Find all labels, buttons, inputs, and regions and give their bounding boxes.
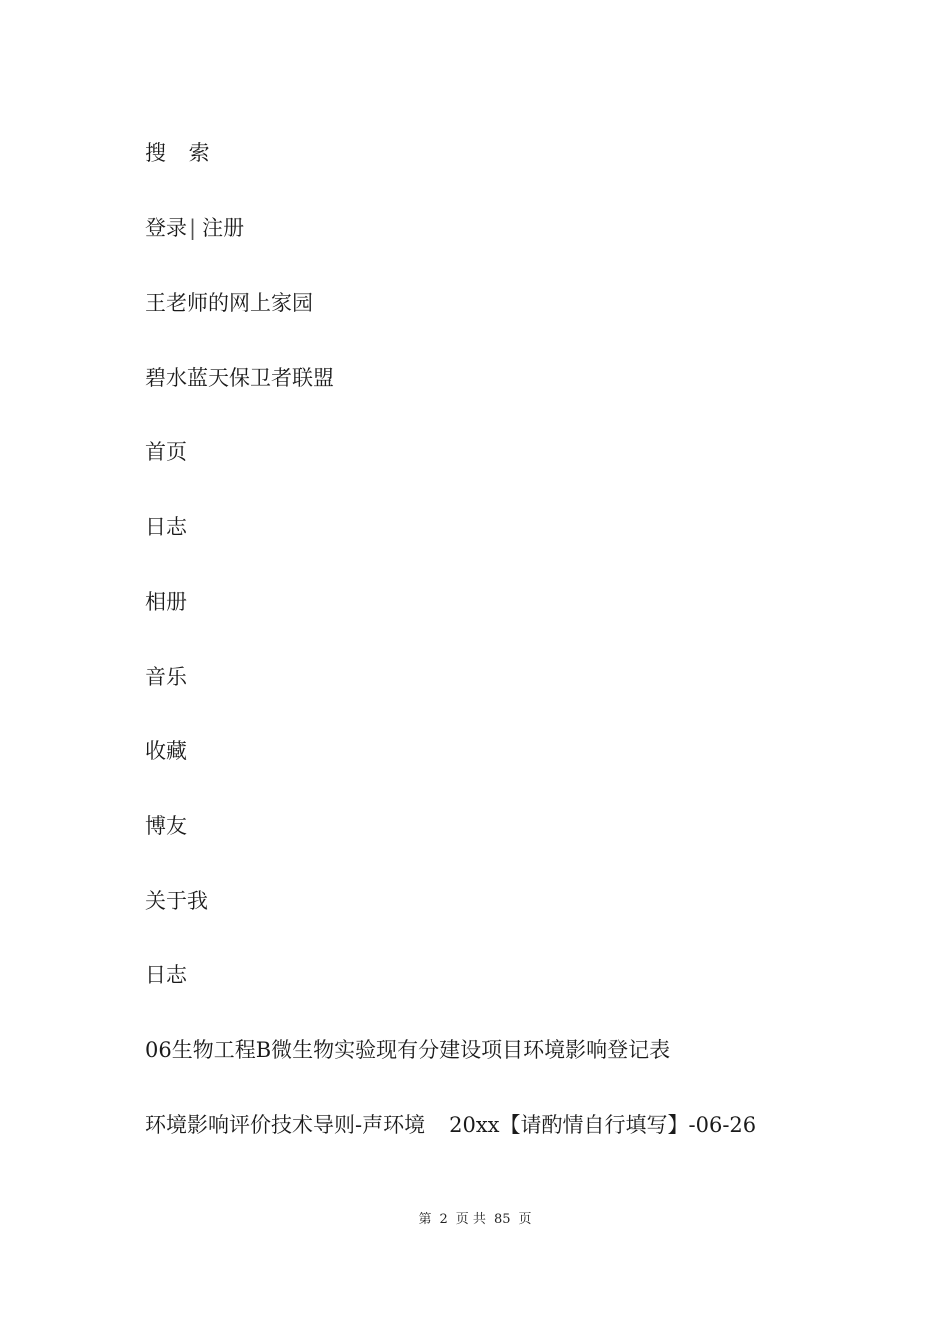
page-footer xyxy=(0,1208,950,1227)
register-link[interactable]: 注册 xyxy=(202,216,245,240)
nav-item-friends[interactable]: 博友 xyxy=(145,814,187,838)
footer-page-number: 2 xyxy=(439,1212,448,1227)
search-link[interactable]: 搜 索 xyxy=(145,141,218,165)
nav-item-music[interactable]: 音乐 xyxy=(145,665,187,689)
nav-item-album[interactable]: 相册 xyxy=(145,590,187,614)
article-link[interactable]: 环境影响评价技术导则-声环境 xyxy=(145,1113,426,1137)
nav-item-blog[interactable]: 日志 xyxy=(145,515,187,539)
section-title: 日志 xyxy=(145,963,187,987)
article-row xyxy=(145,1111,756,1139)
auth-links xyxy=(145,214,244,242)
article-link[interactable]: 06生物工程B微生物实验现有分建设项目环境影响登记表 xyxy=(145,1038,671,1062)
footer-total-pages: 85 xyxy=(493,1212,511,1227)
auth-separator: | xyxy=(189,216,197,240)
article-date: 20xx【请酌情自行填写】-06-26 xyxy=(449,1113,757,1137)
site-title[interactable]: 碧水蓝天保卫者联盟 xyxy=(145,366,334,390)
nav-item-favorites[interactable]: 收藏 xyxy=(145,739,187,763)
nav-item-home[interactable]: 首页 xyxy=(145,440,187,464)
login-link[interactable]: 登录 xyxy=(145,216,187,240)
footer-suffix: 页 xyxy=(518,1212,532,1227)
footer-mid: 页 共 xyxy=(455,1212,486,1227)
nav-item-about[interactable]: 关于我 xyxy=(145,889,208,913)
footer-prefix: 第 xyxy=(418,1212,432,1227)
site-owner[interactable]: 王老师的网上家园 xyxy=(145,291,313,315)
